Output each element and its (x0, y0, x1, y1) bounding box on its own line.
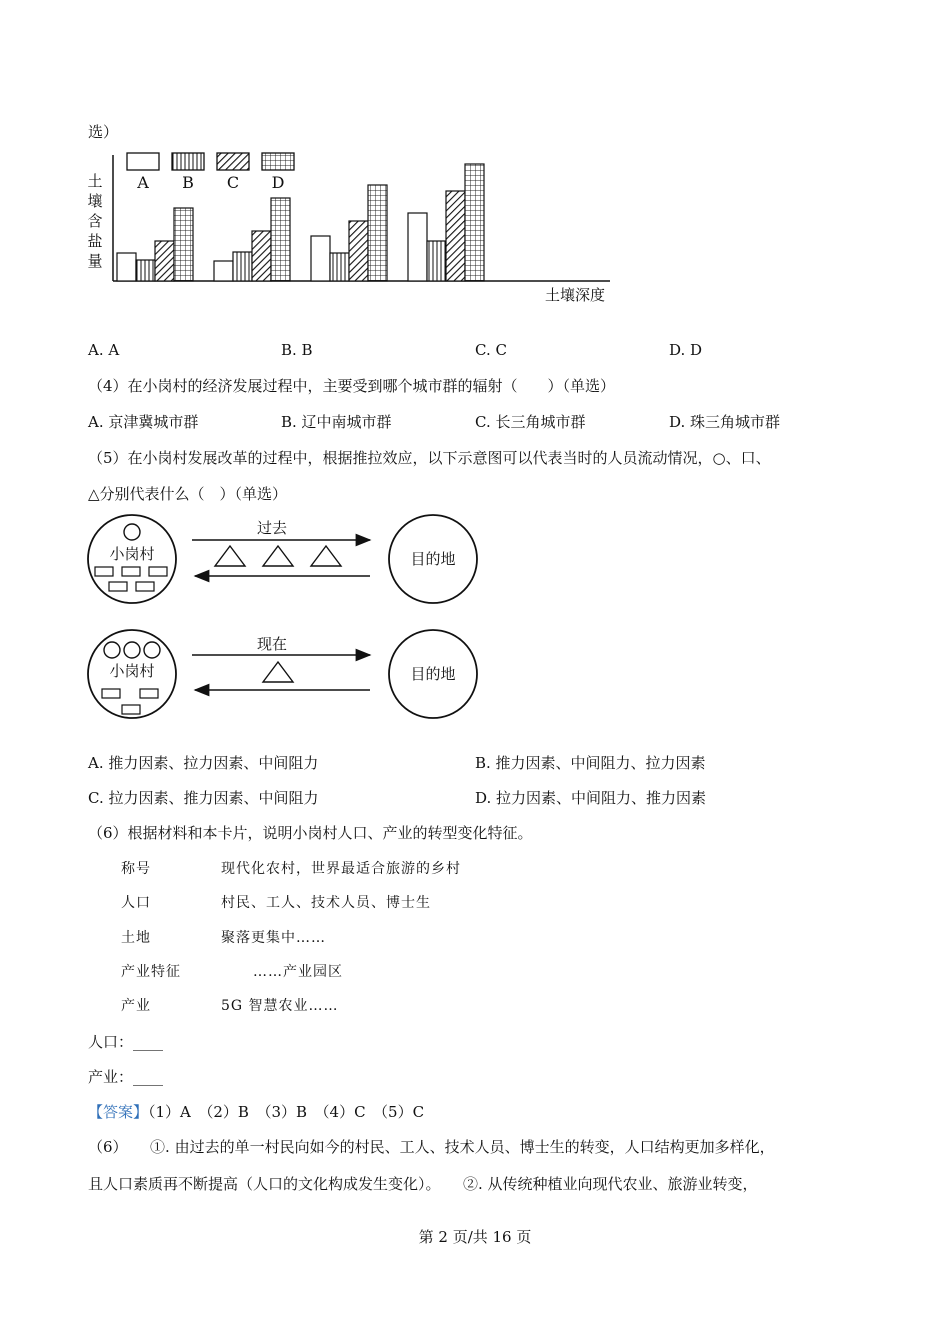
q4-option-a: A. 京津冀城市群 (88, 413, 199, 431)
square-symbol (95, 567, 113, 576)
answer-6-line2: 且人口素质再不断提高（人口的文化构成发生变化）。 ②. 从传统种植业向现代农业、旅游业转变， (88, 1175, 758, 1193)
legend-swatch-b (172, 153, 204, 170)
bar-d-group-2 (271, 198, 290, 281)
q4-option-d: D. 珠三角城市群 (669, 413, 781, 431)
y-axis-label-char: 壤 (87, 192, 103, 210)
chart-bars (117, 164, 484, 281)
y-axis-label-char: 土 (87, 172, 103, 190)
answer-tag: 【答案】 (88, 1103, 149, 1121)
y-axis-label-char: 盐 (87, 232, 103, 250)
bar-c-group-1 (155, 241, 174, 281)
x-axis-label: 土壤深度 (544, 286, 606, 304)
village-label: 小岗村 (109, 662, 155, 680)
blank-population: 人口：____ (88, 1033, 164, 1051)
y-axis-label-char: 含 (87, 212, 103, 230)
square-symbol (102, 689, 120, 698)
bar-c-group-2 (252, 231, 271, 281)
blank-industry: 产业：____ (88, 1068, 164, 1086)
circle-symbol (144, 642, 160, 658)
q4-option-b: B. 辽中南城市群 (281, 413, 392, 431)
destination-label: 目的地 (410, 550, 456, 568)
bar-a-group-3 (311, 236, 330, 281)
card-value: 5G 智慧农业…… (221, 998, 339, 1014)
square-symbol (140, 689, 158, 698)
legend-swatch-d (262, 153, 294, 170)
circle-symbol (104, 642, 120, 658)
card-value: 村民、工人、技术人员、博士生 (221, 895, 431, 911)
q3-option-a: A. A (88, 341, 120, 359)
circle-symbol (124, 642, 140, 658)
triangle-symbol (311, 546, 341, 566)
push-pull-diagram (80, 508, 480, 723)
bar-d-group-4 (465, 164, 484, 281)
card-value: ……产业园区 (253, 964, 343, 980)
legend-label-b: B (182, 173, 194, 192)
bar-a-group-4 (408, 213, 427, 281)
legend-label-c: C (226, 173, 240, 192)
bar-a-group-2 (214, 261, 233, 281)
answer-text: （1）A （2）B （3）B （4）C （5）C (148, 1103, 425, 1121)
square-symbol (122, 705, 140, 714)
bar-b-group-4 (427, 241, 446, 281)
square-symbol (149, 567, 167, 576)
q3-option-b: B. B (281, 341, 313, 359)
bar-d-group-1 (174, 208, 193, 281)
card-key: 土地 (121, 930, 151, 946)
card-key: 人口 (121, 895, 151, 911)
question-3-tail: 选） (88, 123, 119, 141)
card-key: 产业特征 (121, 964, 181, 980)
question-6: （6）根据材料和本卡片，说明小岗村人口、产业的转型变化特征。 (88, 824, 533, 842)
soil-salt-chart (80, 145, 640, 315)
q5-option-d: D. 拉力因素、中间阻力、推力因素 (475, 789, 707, 807)
bar-b-group-3 (330, 253, 349, 281)
q5-option-c: C. 拉力因素、推力因素、中间阻力 (88, 789, 319, 807)
destination-label: 目的地 (410, 665, 456, 683)
q3-option-d: D. D (669, 341, 703, 359)
q5-option-b: B. 推力因素、中间阻力、拉力因素 (475, 754, 706, 772)
card-value: 现代化农村，世界最适合旅游的乡村 (221, 861, 461, 877)
chart-legend (127, 153, 294, 192)
triangle-symbol (263, 662, 293, 682)
question-4: （4）在小岗村的经济发展过程中，主要受到哪个城市群的辐射（ ）（单选） (88, 377, 616, 395)
answer-6-line1: （6） ①. 由过去的单一村民向如今的村民、工人、技术人员、博士生的转变，人口结构更加多样化， (88, 1138, 775, 1156)
legend-swatch-c (217, 153, 249, 170)
bar-b-group-1 (136, 260, 155, 281)
question-5-line1: （5）在小岗村发展改革的过程中，根据推拉效应，以下示意图可以代表当时的人员流动情况，○、口、 (88, 449, 771, 467)
diagram-past (88, 515, 477, 603)
bar-b-group-2 (233, 252, 252, 281)
diagram-now (88, 630, 477, 718)
question-5-line2: △分别代表什么（ ）（单选） (88, 485, 288, 503)
triangle-symbol (215, 546, 245, 566)
page-footer: 第 2 页/共 16 页 (418, 1228, 532, 1246)
village-label: 小岗村 (109, 545, 155, 563)
card-value: 聚落更集中…… (221, 930, 326, 946)
bar-a-group-1 (117, 253, 136, 281)
square-symbol (122, 567, 140, 576)
legend-label-d: D (271, 173, 285, 192)
q4-option-c: C. 长三角城市群 (475, 413, 586, 431)
bar-c-group-3 (349, 221, 368, 281)
square-symbol (109, 582, 127, 591)
bar-d-group-3 (368, 185, 387, 281)
legend-swatch-a (127, 153, 159, 170)
now-label: 现在 (256, 635, 288, 653)
past-label: 过去 (256, 519, 288, 537)
q5-option-a: A. 推力因素、拉力因素、中间阻力 (88, 754, 319, 772)
circle-symbol (124, 524, 140, 540)
y-axis-label (87, 172, 102, 270)
triangle-symbol (263, 546, 293, 566)
q3-option-c: C. C (475, 341, 507, 359)
legend-label-a: A (137, 173, 149, 192)
bar-c-group-4 (446, 191, 465, 281)
card-key: 称号 (121, 861, 151, 877)
answer-line (88, 1101, 424, 1122)
y-axis-label-char: 量 (87, 252, 103, 270)
card-key: 产业 (121, 998, 151, 1014)
square-symbol (136, 582, 154, 591)
